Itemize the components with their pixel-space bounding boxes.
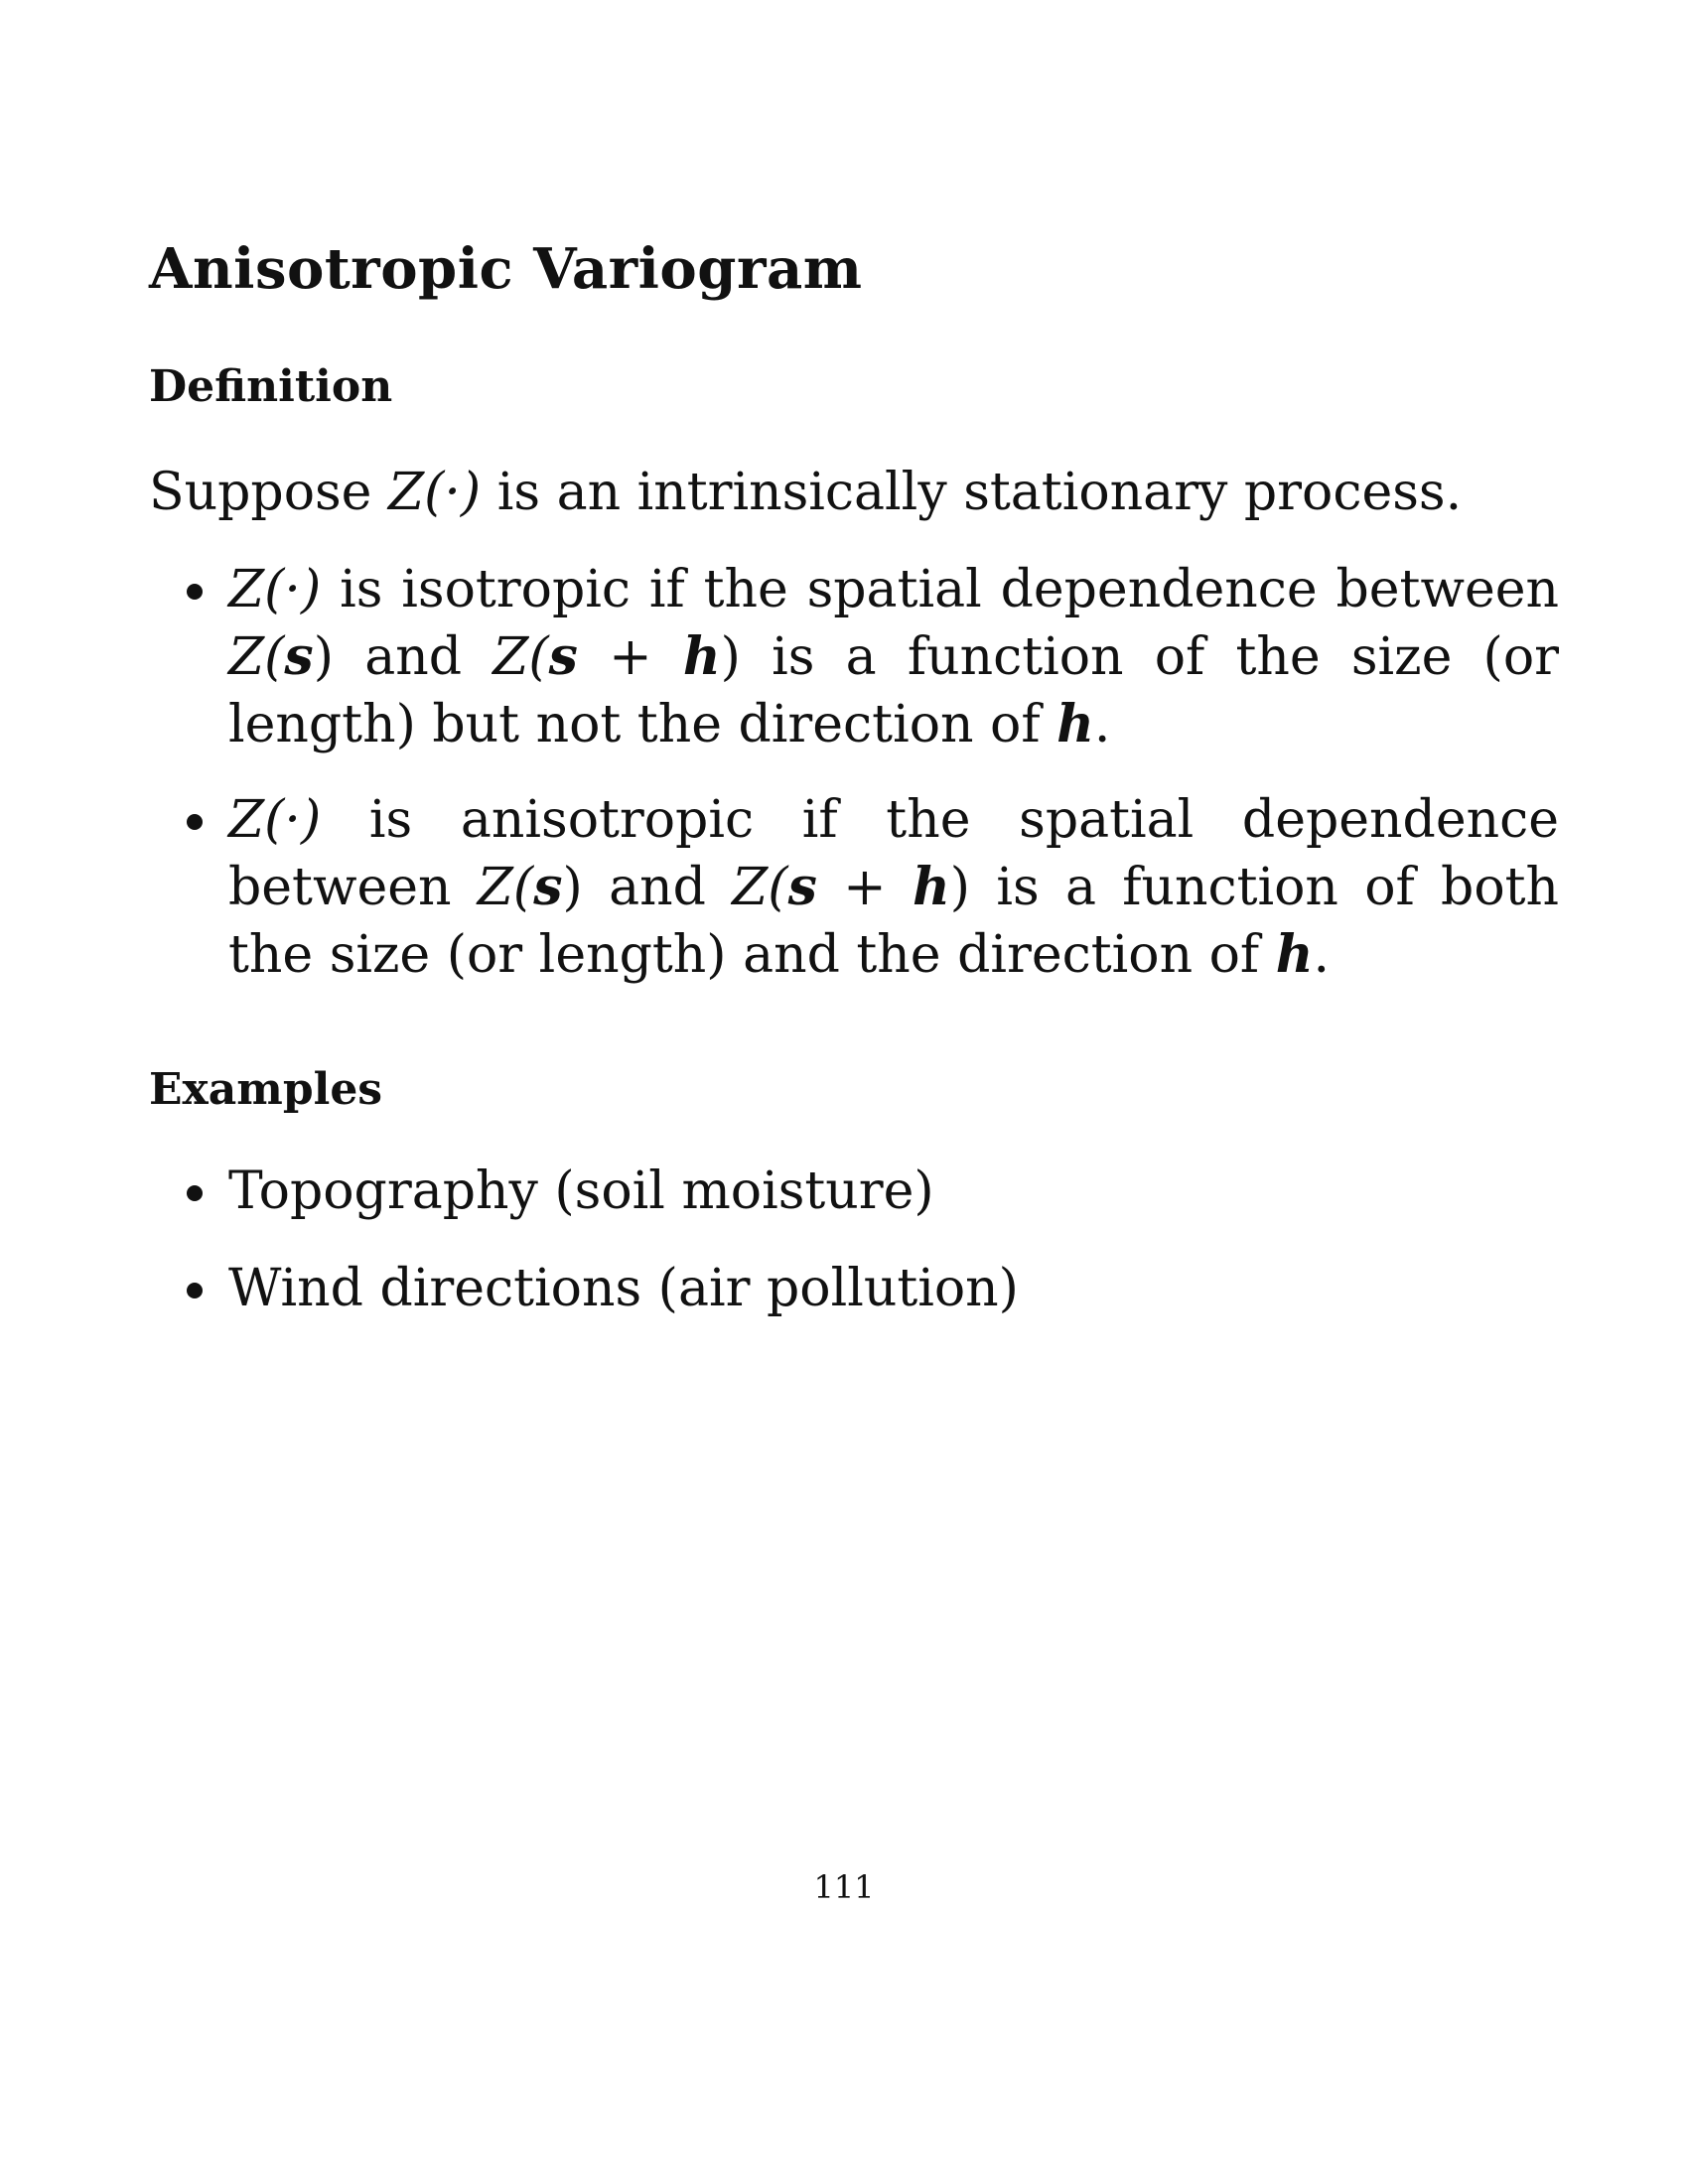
definition-heading: Definition [149, 361, 393, 412]
math-plus: + [816, 858, 913, 917]
intro-text-after: is an intrinsically stationary process. [481, 463, 1463, 522]
list-item-anisotropic [149, 786, 1559, 989]
math-z-open: Z( [477, 858, 534, 917]
math-close: ) [313, 627, 334, 687]
page-number: 111 [813, 1868, 875, 1906]
bullet-icon [187, 1283, 203, 1298]
math-s: s [533, 857, 563, 917]
page-title: Anisotropic Variogram [149, 236, 863, 302]
example-text: Topography (soil moisture) [228, 1161, 934, 1221]
item-text: is a function of both the size (or length) and the direction of [228, 858, 1560, 985]
bullet-icon [187, 814, 203, 830]
item-text: is a function of the size (or length) but not the direction of [228, 627, 1559, 754]
math-h: h [1056, 694, 1094, 754]
intro-math-z: Z(·) [387, 463, 482, 522]
item-text: is anisotropic if the spatial dependence between [228, 790, 1559, 917]
bullet-icon [187, 584, 203, 600]
examples-heading: Examples [149, 1064, 383, 1115]
example-text: Wind directions (air pollution) [228, 1259, 1019, 1318]
intro-text-before: Suppose [149, 463, 388, 522]
math-close: ) [720, 627, 741, 687]
math-z-open: Z( [492, 627, 549, 687]
item-end: . [1313, 925, 1331, 985]
math-s: s [787, 857, 817, 917]
list-item-wind [149, 1255, 1559, 1322]
bullet-icon [187, 1185, 203, 1201]
list-item-topography [149, 1158, 1559, 1225]
list-item-isotropic [149, 556, 1559, 758]
math-plus: + [577, 627, 683, 687]
math-h: h [1275, 924, 1314, 985]
math-z: Z(·) [228, 560, 322, 619]
math-s: s [548, 626, 578, 687]
math-h: h [912, 857, 950, 917]
item-text: and [582, 858, 733, 917]
item-text: and [334, 627, 493, 687]
math-z-open: Z( [732, 858, 788, 917]
item-end: . [1093, 695, 1111, 754]
math-h: h [682, 626, 721, 687]
definition-list [149, 556, 1559, 1017]
math-z: Z(·) [228, 790, 322, 850]
math-s: s [284, 626, 314, 687]
math-close: ) [562, 858, 583, 917]
item-text: is isotropic if the spatial dependence between [321, 560, 1559, 619]
definition-intro [149, 463, 1462, 522]
math-z-open: Z( [228, 627, 285, 687]
math-close: ) [949, 858, 971, 917]
examples-list [149, 1158, 1559, 1352]
